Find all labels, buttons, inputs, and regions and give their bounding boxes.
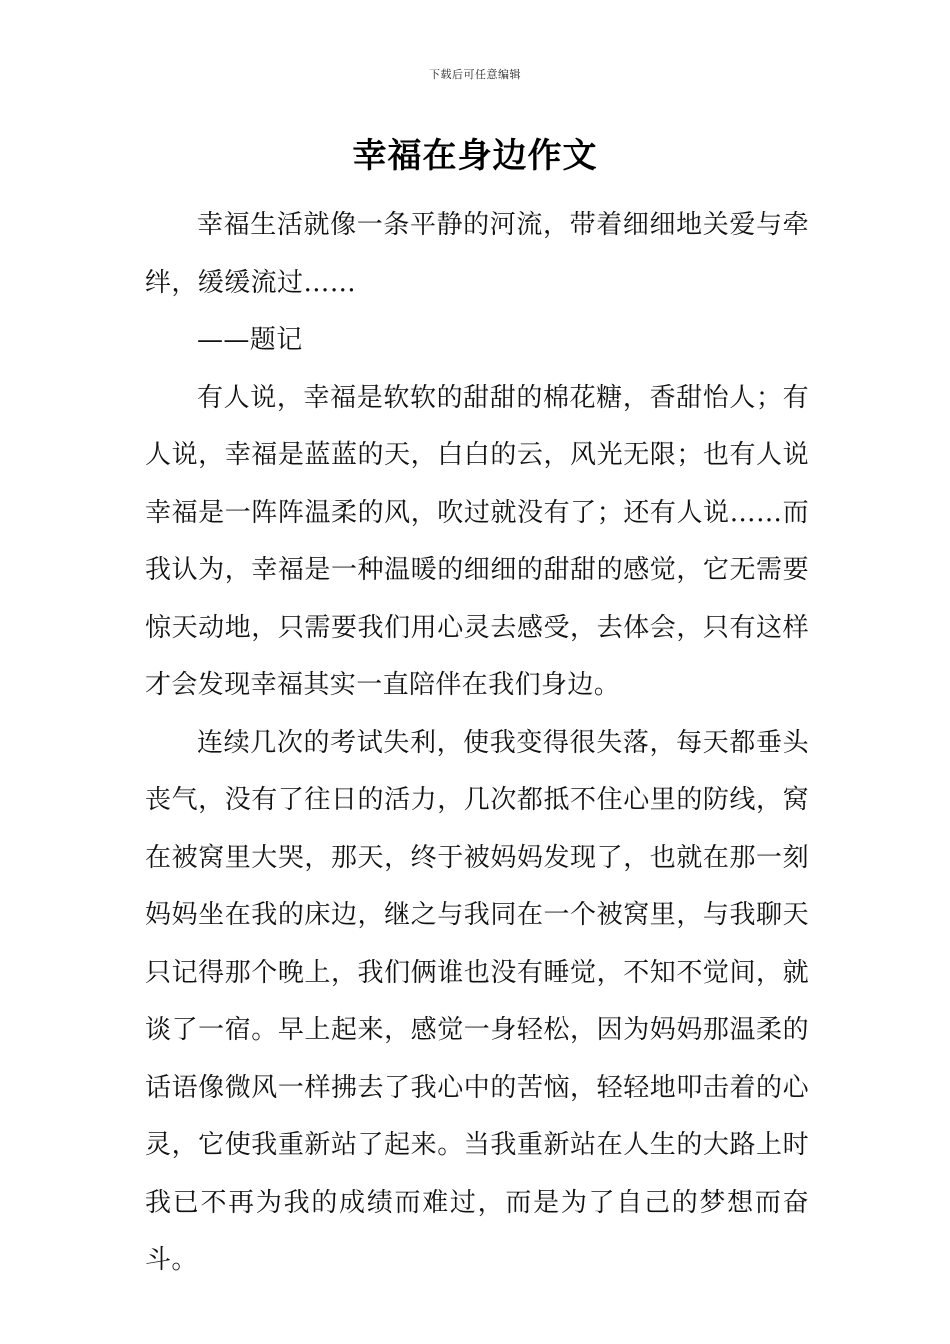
header-note: 下载后可任意编辑 xyxy=(429,68,521,81)
paragraph-epigraph-note: ——题记 xyxy=(197,325,303,355)
paragraph-story: 连续几次的考试失利，使我变得很失落，每天都垂头丧气，没有了往日的活力，几次都抵不住心里的防线，窝在被窝里大哭，那天，终于被妈妈发现了，也就在那一刻妈妈坐在我的床边，继之与我同在一个被窝里，与我聊天只记得那个晚上，我们俩谁也没有睡觉，不知不觉间，就谈了一宿。早上起来，感觉一身轻松，因为妈妈那温柔的话语像微风一样拂去了我心中的苦恼，轻轻地叩击着的心灵，它使我重新站了起来。当我重新站在人生的大路上时我已不再为我的成绩而难过，而是为了自己的梦想而奋斗。 xyxy=(145,727,809,1275)
paragraph-intro: 幸福生活就像一条平静的河流，带着细细地关爱与牵绊，缓缓流过…… xyxy=(145,210,809,298)
page-title: 幸福在身边作文 xyxy=(352,136,598,176)
paragraph-definition: 有人说，幸福是软软的甜甜的棉花糖，香甜怡人；有人说，幸福是蓝蓝的天，白白的云，风光无限；也有人说幸福是一阵阵温柔的风，吹过就没有了；还有人说……而我认为，幸福是一种温暖的细细的甜甜的感觉，它无需要惊天动地，只需要我们用心灵去感受，去体会，只有这样才会发现幸福其实一直陪伴在我们身边。 xyxy=(145,382,809,700)
article-body xyxy=(145,197,809,1290)
